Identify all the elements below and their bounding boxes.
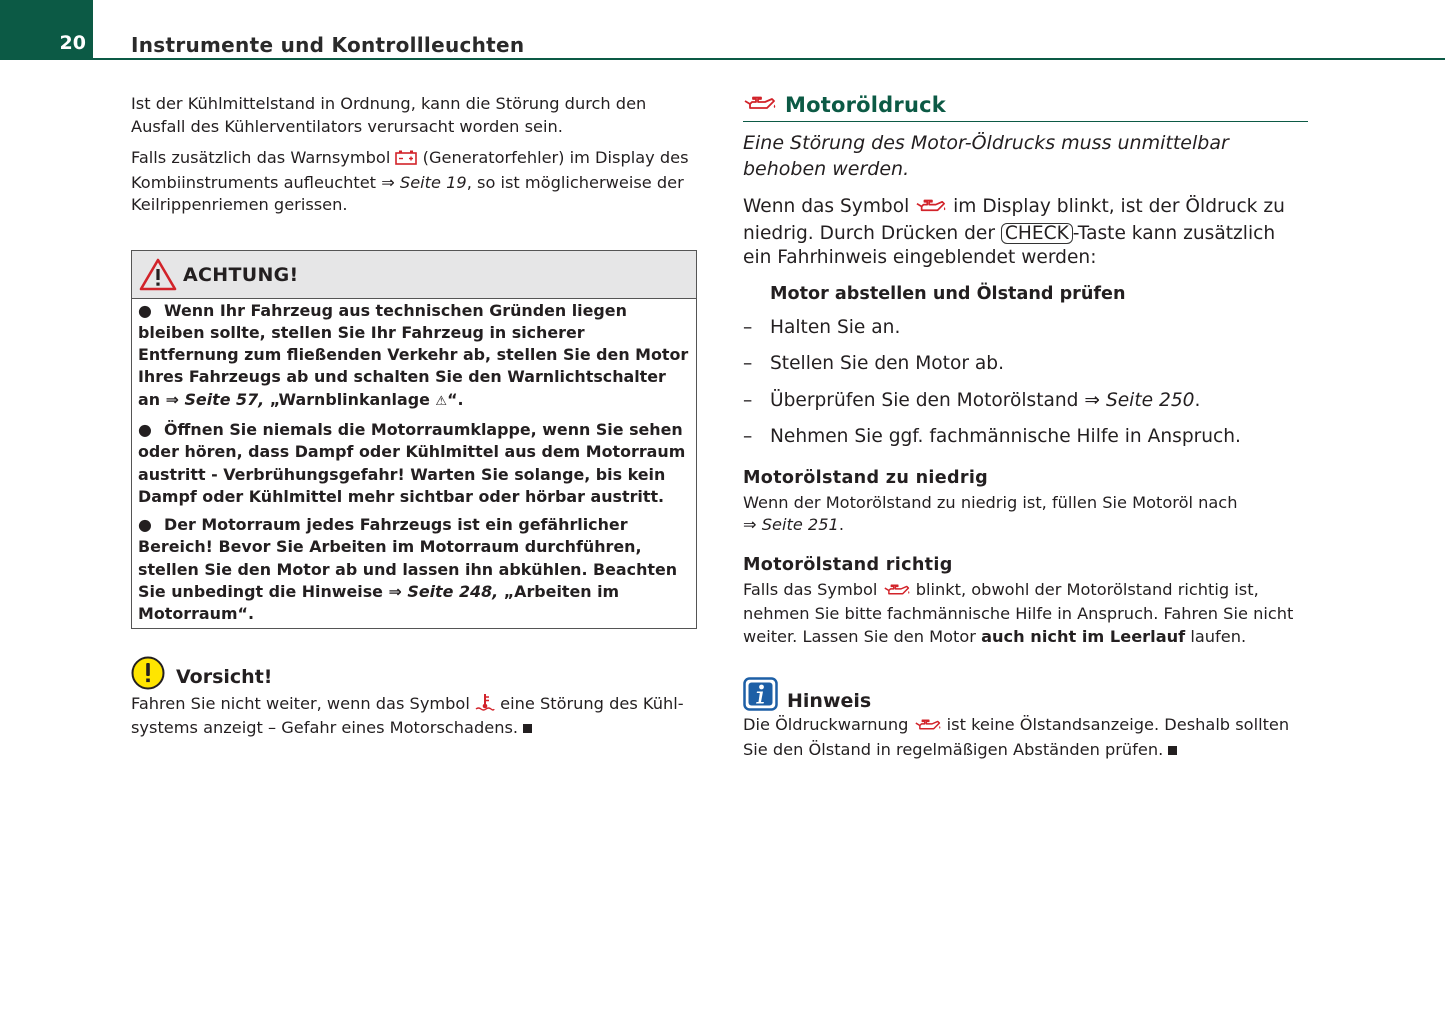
step-text: Nehmen Sie ggf. fachmännische Hilfe in Anspruch.: [770, 426, 1241, 447]
low-oil-text-a: Wenn der Motorölstand zu niedrig ist, füllen Sie Motoröl nach: [743, 492, 1238, 512]
info-icon: [743, 677, 778, 711]
step-dash: –: [743, 389, 753, 411]
section-lead: Eine Störung des Motor-Öldrucks muss unmittelbar behoben werden.: [743, 132, 1229, 180]
header-rule: [93, 58, 1445, 60]
paragraph-coolant-level: Ist der Kühlmittelstand in Ordnung, kann die Störung durch den Ausfall des Kühlerventilators verursacht worden sein.: [131, 94, 647, 136]
reference-arrow: ⇒: [743, 515, 757, 534]
intro-text-a: Wenn das Symbol: [743, 196, 910, 217]
warning-bullet-text: “.: [447, 389, 464, 409]
paragraph-generator-text-a: Falls zusätzlich das Warnsymbol: [131, 148, 391, 167]
warning-triangle-icon: [139, 258, 177, 291]
oil-pressure-icon: [915, 197, 947, 222]
step-dash: –: [743, 426, 753, 447]
warning-body: [132, 299, 696, 628]
caution-icon: [131, 656, 165, 690]
warning-bullet-text: „Warnblinkanlage: [269, 389, 430, 409]
step-text: Überprüfen Sie den Motorölstand: [770, 389, 1079, 411]
oil-ok-text-c: laufen.: [1190, 626, 1247, 646]
note-text-b: ist keine Ölstandsanzeige. Deshalb sollten Sie den Ölstand in regelmäßigen Abständen prüfen.: [743, 715, 1290, 759]
caution-title: Vorsicht!: [176, 665, 273, 688]
oil-ok-text: [743, 579, 1308, 649]
oil-pressure-icon: [883, 581, 911, 604]
oil-ok-text-a: Falls das Symbol: [743, 579, 878, 599]
warning-bullet-text: Wenn Ihr Fahrzeug aus technischen Gründen liegen bleiben sollte, stellen Sie Ihr Fahrzeug in sicherer Entfernung zum fließenden Verkehr ab, stellen Sie den Motor Ihres Fahrzeugs ab und schalten Sie den Warnlichtschalter an: [138, 300, 689, 409]
low-oil-text-end: .: [838, 515, 844, 534]
subheading-low-oil: Motorölstand zu niedrig: [743, 467, 989, 488]
warning-box: [131, 250, 697, 629]
step-dash: –: [743, 353, 753, 374]
oil-ok-text-b: blinkt, obwohl der Motorölstand richtig ist, nehmen Sie bitte fachmännische Hilfe in Anspruch. Fahren Sie nicht weiter. Lassen Sie den Motor: [743, 579, 1294, 646]
warning-bullet-steam: [138, 419, 690, 508]
page-reference[interactable]: Seite 19: [399, 172, 467, 192]
step-dash: –: [743, 316, 753, 338]
intro-text-b: im Display blinkt, ist der Öldruck zu niedrig. Durch Drücken der: [743, 196, 1285, 244]
oil-symbol-intro: [743, 195, 1308, 271]
page-reference[interactable]: Seite 57,: [184, 389, 265, 409]
page-header-title: Instrumente und Kontrollleuchten: [131, 33, 525, 57]
end-of-section-mark: [1168, 746, 1177, 755]
page-reference[interactable]: Seite 250: [1105, 389, 1195, 411]
step-item: [743, 425, 1308, 450]
step-heading: Motor abstellen und Ölstand prüfen: [770, 283, 1126, 304]
step-item: [743, 316, 1308, 341]
note-text: [743, 714, 1308, 761]
note-title: Hinweis: [787, 690, 872, 712]
end-of-section-mark: [523, 724, 532, 733]
bullet-dot: ●: [138, 515, 152, 535]
section-header: [743, 91, 1308, 122]
oil-ok-emphasis: auch nicht im Leerlauf: [981, 626, 1186, 646]
right-column: [743, 91, 1308, 761]
warning-header: [132, 251, 696, 299]
paragraph-generator-text-c: , so ist möglicherweise der Keilrippenriemen gerissen.: [131, 172, 684, 214]
reference-arrow: ⇒: [165, 389, 179, 409]
reference-arrow: ⇒: [381, 172, 395, 192]
warning-title: ACHTUNG!: [183, 263, 299, 286]
reference-arrow: ⇒: [1084, 389, 1101, 411]
check-key[interactable]: CHECK: [1001, 223, 1073, 244]
step-text: Halten Sie an.: [770, 316, 901, 338]
step-text-end: .: [1194, 389, 1201, 411]
note-header: [743, 677, 1308, 712]
paragraph-generator-text-b: (Generatorfehler) im Display des Kombiinstruments aufleuchtet: [131, 148, 689, 192]
hazard-triangle-icon: ⚠: [435, 393, 448, 409]
coolant-icon: [475, 693, 495, 718]
warning-bullet-engine-bay: [138, 514, 690, 625]
note-text-a: Die Öldruckwarnung: [743, 715, 909, 734]
warning-bullet-breakdown: [138, 300, 690, 413]
warning-bullet-text: „Arbeiten im Motorraum“.: [138, 582, 620, 624]
reference-arrow: ⇒: [388, 582, 402, 602]
low-oil-text: [743, 492, 1308, 537]
oil-pressure-icon: [743, 96, 777, 112]
caution-header: [131, 656, 697, 688]
left-column: [131, 93, 697, 740]
paragraph-generator: [131, 147, 697, 217]
bullet-dot: ●: [138, 419, 152, 439]
step-text: Stellen Sie den Motor ab.: [770, 353, 1005, 374]
page-reference[interactable]: Seite 248,: [407, 582, 499, 602]
bullet-dot: ●: [138, 300, 152, 320]
caution-text-b: eine Störung des Kühlsystems anzeigt – Gefahr eines Motorschadens.: [131, 693, 684, 738]
page-number: 20: [59, 32, 86, 54]
step-item: [743, 352, 1308, 377]
battery-icon: [395, 149, 417, 172]
caution-text-a: Fahren Sie nicht weiter, wenn das Symbol: [131, 693, 470, 713]
caution-text: [131, 693, 697, 740]
warning-bullet-text: Öffnen Sie niemals die Motorraumklappe, wenn Sie sehen oder hören, dass Dampf oder Kühlmittel aus dem Motorraum austritt - Verbrühungsgefahr! Warten Sie solange, bis kein Dampf oder Kühlmittel mehr sichtbar oder hörbar austritt.: [138, 419, 686, 506]
step-item: [743, 389, 1308, 414]
warning-bullet-text: Der Motorraum jedes Fahrzeugs ist ein gefährlicher Bereich! Bevor Sie Arbeiten im Motorraum durchführen, stellen Sie den Motor ab und lassen ihn abkühlen. Beachten Sie unbedingt die Hinweise: [138, 515, 678, 602]
subheading-oil-ok: Motorölstand richtig: [743, 554, 953, 575]
section-title: Motoröldruck: [785, 93, 946, 117]
intro-text-c: -Taste kann zusätzlich ein Fahrhinweis eingeblendet werden:: [743, 222, 1276, 268]
page-reference[interactable]: Seite 251: [761, 515, 839, 534]
oil-pressure-icon: [914, 716, 942, 739]
